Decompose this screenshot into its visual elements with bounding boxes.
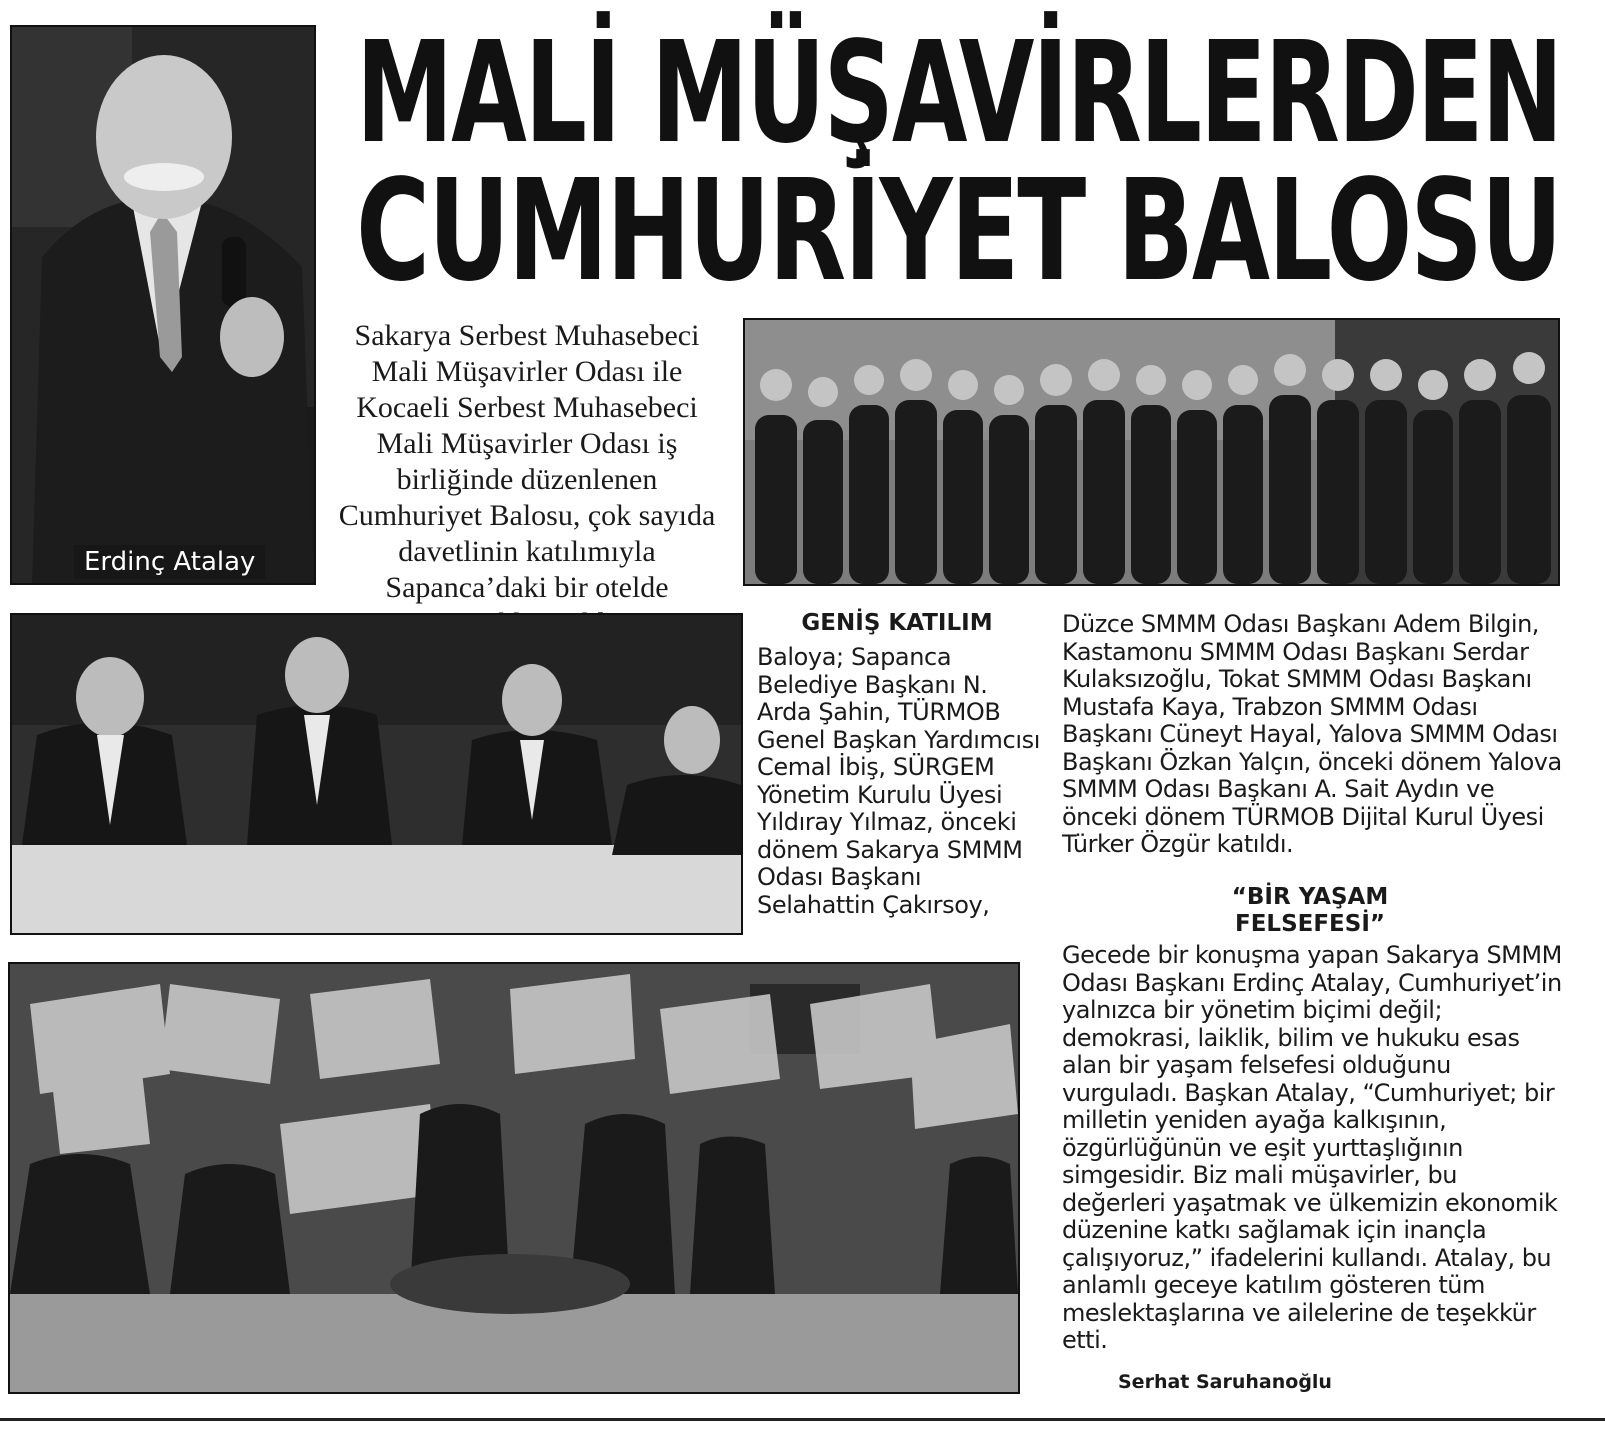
col2-paragraph: Düzce SMMM Odası Başkanı Adem Bilgin, Kastamonu SMMM Odası Başkanı Serdar Kulaksızoğlu, Tokat SMMM Odası Başkanı Mustafa Kaya, Trabzon SMMM Odası Başkanı Cüneyt Hayal, Yalova SMMM Odası Başkanı Özkan Yalçın, önceki dönem Yalova SMMM Odası Başkanı A. Sait Aydın ve önceki dönem TÜRMOB Dijital Kurul Üyesi Türker Özgür katıldı. bbox=[1062, 610, 1562, 858]
portrait-caption: Erdinç Atalay bbox=[74, 545, 265, 579]
page-bottom-rule bbox=[0, 1418, 1605, 1421]
headline-line-1: MALİ MÜŞAVİRLERDEN bbox=[356, 12, 1562, 175]
group-photo bbox=[743, 318, 1560, 586]
byline: Serhat Saruhanoğlu bbox=[1118, 1371, 1332, 1393]
section-title-yasam-felsefesi: “BİR YAŞAM FELSEFESİ” bbox=[1231, 884, 1389, 937]
table-photo bbox=[10, 613, 743, 935]
crowd-photo bbox=[8, 962, 1020, 1394]
group-photo-illustration bbox=[745, 320, 1558, 584]
section-title-genis-katilim: GENİŞ KATILIM bbox=[801, 610, 993, 636]
headline-line-2: CUMHURİYET BALOSU bbox=[356, 150, 1561, 313]
crowd-photo-illustration bbox=[10, 964, 1018, 1392]
portrait-illustration bbox=[12, 27, 314, 583]
lead-paragraph: Sakarya Serbest Muhasebeci Mali Müşavirler Odası ile Kocaeli Serbest Muhasebeci Mali Müşavirler Odası iş birliğinde düzenlenen Cumhuriyet Balosu, çok sayıda davetlinin katılımıyla Sapanca’daki bir otelde bbox=[338, 319, 716, 604]
portrait-photo bbox=[10, 25, 316, 585]
col1-paragraph: Baloya; Sapanca Belediye Başkanı N. Arda Şahin, TÜRMOB Genel Başkan Yardımcısı Cemal İbiş, SÜRGEM Yönetim Kurulu Üyesi Yıldıray Yılmaz, önceki dönem Sakarya SMMM Odası Başkanı Selahattin Çakırsoy, bbox=[757, 643, 1040, 919]
table-photo-illustration bbox=[12, 615, 741, 933]
col2-paragraph-2: Gecede bir konuşma yapan Sakarya SMMM Odası Başkanı Erdinç Atalay, Cumhuriyet’in yalnızca bir yönetim biçimi değil; demokrasi, laiklik, bilim ve hukuku esas alan bir yaşam felsefesi olduğunu vurguladı. Başkan Atalay, “Cumhuriyet; bir milletin yeniden ayağa kalkışının, özgürlüğünün ve eşit yurttaşlığının simgesidir. Biz mali müşavirler, bu değerleri yaşatmak ve ülkemizin ekonomik düzenine katkı sağlamak için inançla çalışıyoruz,” ifadelerini kullandı. Atalay, bu anlamlı geceye katılım gösteren tüm meslektaşlarına ve ailelerine de teşekkür etti. bbox=[1062, 941, 1562, 1354]
